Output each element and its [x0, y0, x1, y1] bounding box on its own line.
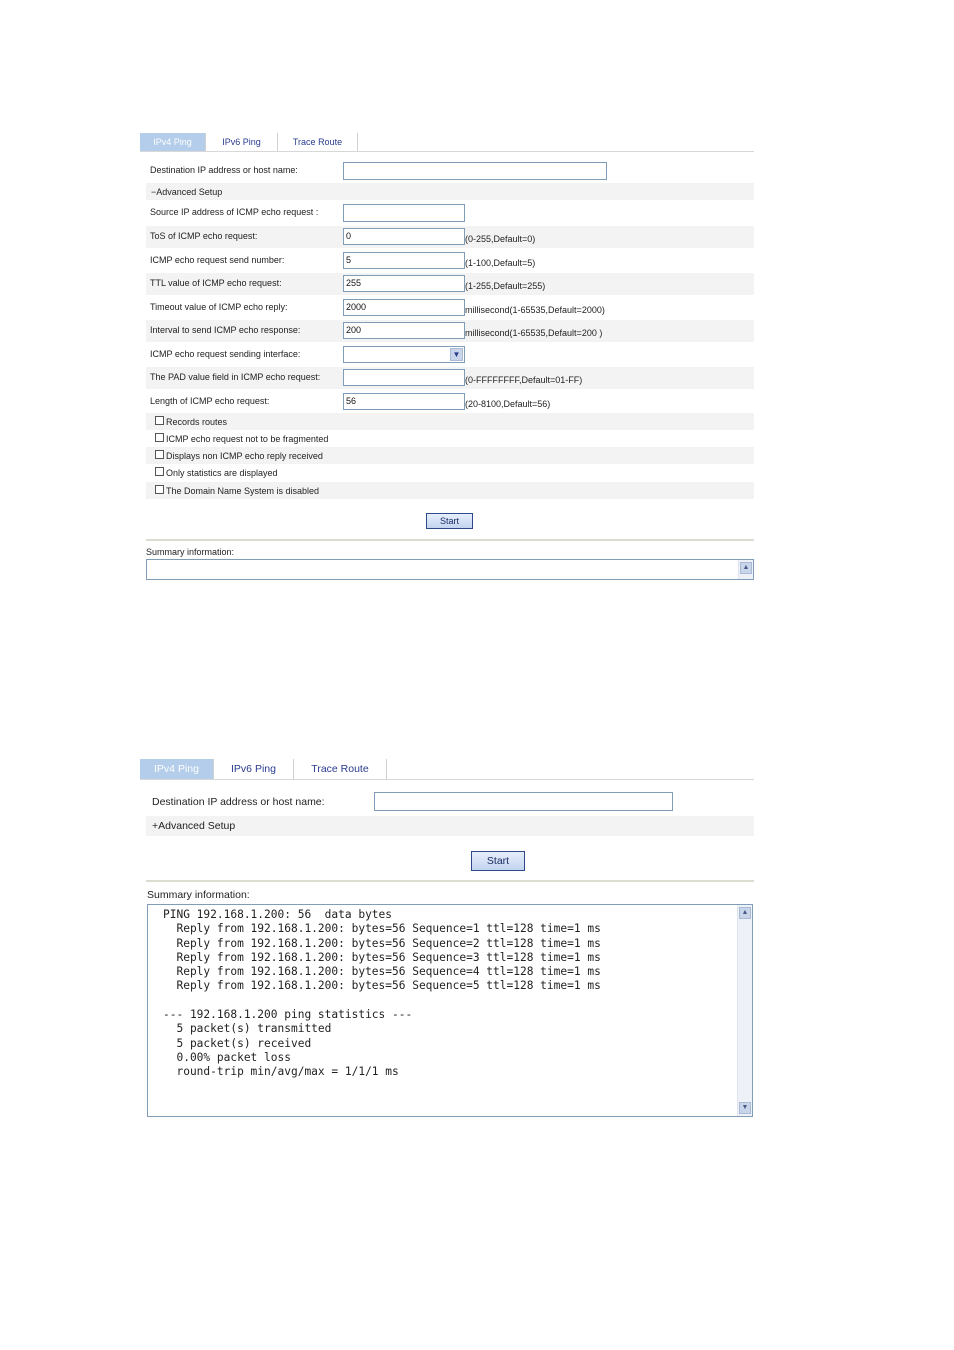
checkbox-row-non-icmp	[146, 447, 754, 464]
non-icmp-label: Displays non ICMP echo reply received	[166, 451, 323, 461]
timeout-hint: millisecond(1-65535,Default=2000)	[465, 305, 605, 315]
destination-label: Destination IP address or host name:	[152, 796, 325, 808]
interval-hint: millisecond(1-65535,Default=200 )	[465, 328, 603, 338]
scroll-down-icon[interactable]: ▼	[739, 1102, 751, 1114]
destination-input[interactable]	[374, 792, 673, 811]
timeout-label: Timeout value of ICMP echo reply:	[150, 302, 288, 312]
pad-hint: (0-FFFFFFFF,Default=01-FF)	[465, 375, 583, 385]
send-number-input[interactable]: 5	[343, 252, 465, 269]
checkbox-row-records-routes	[146, 413, 754, 430]
tab-bar	[140, 759, 754, 780]
tab-ipv6-ping[interactable]: IPv6 Ping	[206, 133, 278, 151]
scrollbar[interactable]	[737, 905, 752, 1116]
interval-label: Interval to send ICMP echo response:	[150, 325, 301, 335]
interface-label: ICMP echo request sending interface:	[150, 349, 301, 359]
start-button[interactable]: Start	[471, 851, 525, 871]
destination-label: Destination IP address or host name:	[150, 165, 298, 175]
tab-bar	[140, 133, 754, 152]
ttl-input[interactable]: 255	[343, 275, 465, 292]
interface-row	[146, 344, 754, 366]
pad-row	[146, 367, 754, 389]
send-number-hint: (1-100,Default=5)	[465, 258, 536, 268]
send-number-row	[146, 250, 754, 272]
length-label: Length of ICMP echo request:	[150, 396, 270, 406]
length-hint: (20-8100,Default=56)	[465, 399, 551, 409]
interval-row	[146, 320, 754, 342]
advanced-setup-toggle[interactable]	[146, 183, 754, 200]
summary-output[interactable]	[146, 559, 754, 580]
ttl-row	[146, 273, 754, 295]
interface-select[interactable]	[343, 346, 465, 363]
statistics-only-label: Only statistics are displayed	[166, 468, 278, 478]
not-fragmented-checkbox[interactable]	[155, 433, 164, 442]
checkbox-row-statistics-only	[146, 464, 754, 481]
destination-row	[146, 161, 754, 181]
ttl-label: TTL value of ICMP echo request:	[150, 278, 282, 288]
summary-label: Summary information:	[146, 547, 235, 557]
ttl-hint: (1-255,Default=255)	[465, 281, 546, 291]
chevron-down-icon[interactable]: ▼	[450, 348, 463, 361]
divider	[146, 880, 754, 882]
checkbox-row-not-fragmented	[146, 430, 754, 447]
timeout-input[interactable]: 2000	[343, 299, 465, 316]
ping-output-text: PING 192.168.1.200: 56 data bytes Reply from 192.168.1.200: bytes=56 Sequence=1 ttl=128 time=1 ms Reply from 192.168.1.200: bytes=56 Sequence=2 ttl=128 time=1 ms Reply from 192.168.1.200: bytes=56 Sequence=3 ttl=128 time=1 ms Reply from 192.168.1.200: bytes=56 Sequence=4 ttl=128 time=1 ms Reply from 192.168.1.200: bytes=56 Sequence=5 ttl=128 time=1 ms --- 192.168.1.200 ping statistics --- 5 packet(s) transmitted 5 packet(s) received 0.00% packet loss round-trip min/avg/max = 1/1/1 ms	[163, 908, 601, 1079]
advanced-setup-toggle[interactable]	[146, 816, 754, 836]
timeout-row	[146, 297, 754, 319]
source-label: Source IP address of ICMP echo request :	[150, 207, 319, 217]
summary-output[interactable]	[147, 904, 753, 1117]
tab-trace-route[interactable]: Trace Route	[294, 759, 387, 779]
checkbox-row-dns-disabled	[146, 482, 754, 499]
records-routes-checkbox[interactable]	[155, 416, 164, 425]
destination-row	[146, 791, 754, 813]
tab-ipv4-ping[interactable]: IPv4 Ping	[140, 759, 214, 779]
dns-disabled-label: The Domain Name System is disabled	[166, 486, 320, 496]
tab-ipv4-ping[interactable]: IPv4 Ping	[140, 133, 206, 151]
scroll-up-icon[interactable]: ▲	[740, 562, 752, 574]
scrollbar[interactable]	[738, 560, 753, 579]
tos-label: ToS of ICMP echo request:	[150, 231, 258, 241]
statistics-only-checkbox[interactable]	[155, 467, 164, 476]
start-button[interactable]: Start	[426, 513, 473, 529]
not-fragmented-label: ICMP echo request not to be fragmented	[166, 434, 329, 444]
interval-input[interactable]: 200	[343, 322, 465, 339]
summary-label: Summary information:	[147, 889, 250, 901]
send-number-label: ICMP echo request send number:	[150, 255, 285, 265]
advanced-setup-label: −Advanced Setup	[151, 187, 223, 197]
ping-panel-advanced	[140, 133, 754, 580]
records-routes-label: Records routes	[166, 417, 228, 427]
non-icmp-checkbox[interactable]	[155, 450, 164, 459]
dns-disabled-checkbox[interactable]	[155, 485, 164, 494]
tab-trace-route[interactable]: Trace Route	[278, 133, 358, 151]
pad-label: The PAD value field in ICMP echo request:	[150, 372, 321, 382]
tos-hint: (0-255,Default=0)	[465, 234, 536, 244]
tos-input[interactable]: 0	[343, 228, 465, 245]
tab-ipv6-ping[interactable]: IPv6 Ping	[214, 759, 294, 779]
length-row	[146, 391, 754, 413]
pad-input[interactable]	[343, 369, 465, 386]
divider	[146, 539, 754, 541]
advanced-setup-label: +Advanced Setup	[152, 820, 236, 832]
destination-input[interactable]	[343, 162, 607, 180]
tos-row	[146, 226, 754, 248]
source-input[interactable]	[343, 204, 465, 222]
ping-panel-results	[140, 759, 754, 1119]
source-row	[146, 203, 754, 223]
length-input[interactable]: 56	[343, 393, 465, 410]
scroll-up-icon[interactable]: ▲	[739, 907, 751, 919]
